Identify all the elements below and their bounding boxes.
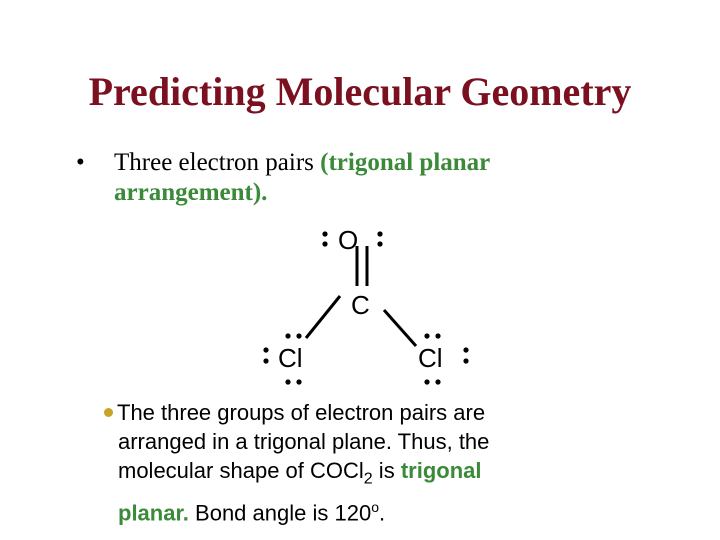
ccl-left-bond (306, 296, 340, 338)
explanation-line-3-green: trigonal (400, 458, 482, 483)
o-right-dot-2 (377, 241, 382, 246)
bullet-text-green-2: arrangement). (114, 179, 268, 206)
chlorine-right-atom: Cl (418, 343, 443, 373)
cl-right-bottom-dot-1 (424, 379, 429, 384)
explanation-line-3-prefix: molecular shape of COCl (118, 458, 364, 483)
bullet-text-green-1: (trigonal planar (320, 149, 491, 176)
chlorine-left-atom: Cl (278, 343, 303, 373)
oxygen-atom: O (338, 225, 359, 255)
cl-left-side-dot-1 (263, 347, 268, 352)
explanation-line-4-sup: o (371, 499, 379, 516)
o-right-dot-1 (377, 231, 382, 236)
o-left-dot-2 (322, 241, 327, 246)
carbon-atom: C (351, 290, 370, 320)
explanation-line-4-rest: Bond angle is 120 (188, 500, 372, 526)
cl-left-top-dot-1 (285, 333, 290, 338)
explanation-line-4-green: planar. (118, 500, 189, 526)
cl-left-bottom-dot-1 (285, 379, 290, 384)
cl-right-side-dot-1 (463, 347, 468, 352)
cl-left-bottom-dot-2 (296, 379, 301, 384)
cl-right-top-dot-2 (435, 333, 440, 338)
slide-title: Predicting Molecular Geometry (88, 69, 632, 114)
explanation-line-4-end: . (378, 500, 386, 526)
cl-right-top-dot-1 (424, 333, 429, 338)
sub-bullet-icon (104, 408, 113, 417)
cl-right-side-dot-2 (463, 358, 468, 363)
explanation-line-3-mid: is (372, 458, 401, 483)
explanation-line-4 (104, 493, 664, 527)
bullet-text-plain: Three electron pairs (114, 149, 321, 176)
cl-left-top-dot-2 (296, 333, 301, 338)
explanation-paragraph (104, 398, 664, 528)
explanation-line-3 (104, 456, 664, 493)
explanation-line-1: The three groups of electron pairs are (117, 400, 486, 425)
bullet-marker: • (76, 149, 85, 176)
explanation-line-2: arranged in a trigonal plane. Thus, the (118, 429, 490, 454)
ccl-right-bond (384, 310, 416, 346)
cl-left-side-dot-2 (263, 358, 268, 363)
explanation-line-3-sub: 2 (363, 470, 373, 488)
cl-right-bottom-dot-2 (435, 379, 440, 384)
o-left-dot-1 (322, 231, 327, 236)
